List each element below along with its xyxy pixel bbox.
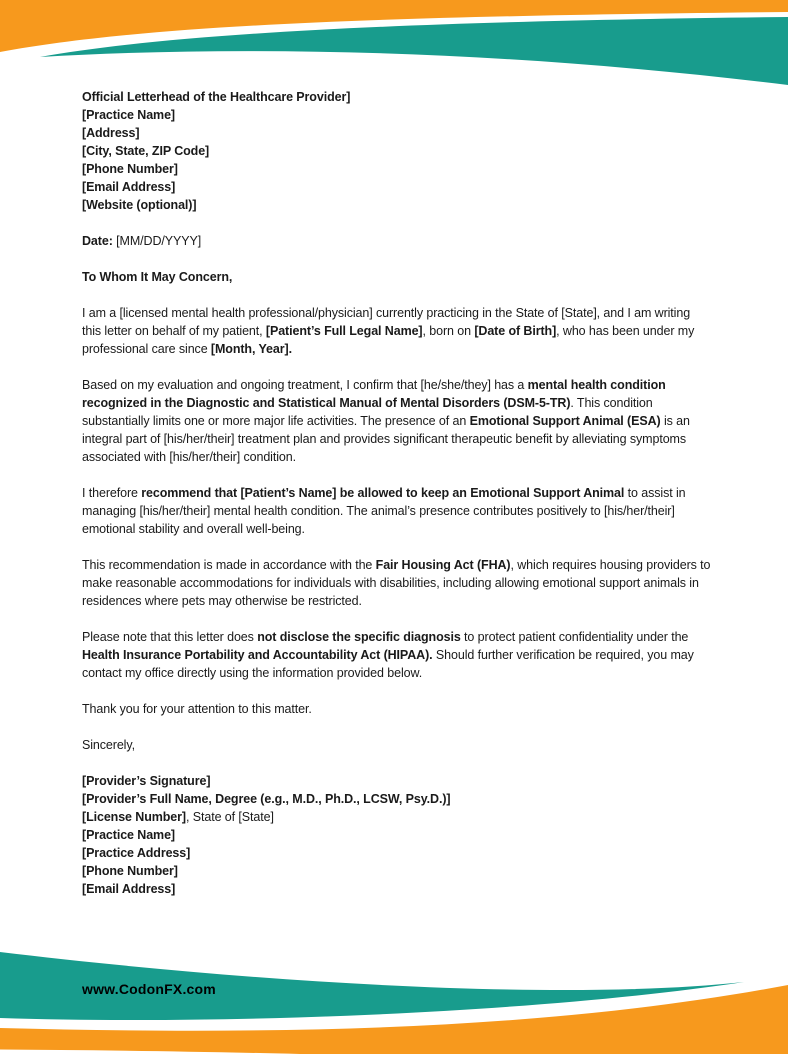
signature-line: [Practice Address]	[82, 846, 191, 860]
body-paragraph: Please note that this letter does not disclose the specific diagnosis to protect patient confidentiality under the Health Insurance Portability and Accountability Act (HIPAA). Should further verification be required, you may contact my office directly using the information provided below.	[82, 630, 694, 680]
signature-block	[82, 772, 712, 898]
signature-line: [Provider’s Signature]	[82, 774, 211, 788]
closing-line: Sincerely,	[82, 738, 135, 752]
letterhead-line: [Phone Number]	[82, 162, 178, 176]
salutation: To Whom It May Concern,	[82, 270, 233, 284]
date-line: Date: [MM/DD/YYYY]	[82, 234, 202, 248]
letterhead-line: [Email Address]	[82, 180, 176, 194]
footer-url: www.CodonFX.com	[82, 981, 216, 997]
body-paragraph: This recommendation is made in accordance with the Fair Housing Act (FHA), which requires housing providers to make reasonable accommodations for individuals with disabilities, including allowing emotional support animals in residences where pets may otherwise be restricted.	[82, 558, 711, 608]
signature-line: [Phone Number]	[82, 864, 178, 878]
signature-line: [Provider’s Full Name, Degree (e.g., M.D., Ph.D., LCSW, Psy.D.)]	[82, 792, 451, 806]
body-paragraph: I am a [licensed mental health professional/physician] currently practicing in the State of [State], and I am writing this letter on behalf of my patient, [Patient’s Full Legal Name], born on [Date of Birth], who has been under my professional care since [Month, Year].	[82, 306, 695, 356]
letterhead-block	[82, 88, 712, 214]
signature-line: [Email Address]	[82, 882, 176, 896]
thanks-line: Thank you for your attention to this matter.	[82, 702, 312, 716]
letterhead-line: Official Letterhead of the Healthcare Provider]	[82, 90, 351, 104]
letterhead-line: [Website (optional)]	[82, 198, 197, 212]
body-paragraph: I therefore recommend that [Patient’s Name] be allowed to keep an Emotional Support Animal to assist in managing [his/her/their] mental health condition. The animal’s presence contributes positively to [his/her/their] emotional stability and overall well-being.	[82, 486, 686, 536]
letterhead-line: [Practice Name]	[82, 108, 175, 122]
signature-line: [License Number], State of [State]	[82, 810, 274, 824]
letter-body	[82, 88, 712, 898]
letterhead-line: [Address]	[82, 126, 140, 140]
letterhead-line: [City, State, ZIP Code]	[82, 144, 210, 158]
signature-line: [Practice Name]	[82, 828, 175, 842]
body-paragraph: Based on my evaluation and ongoing treatment, I confirm that [he/she/they] has a mental health condition recognized in the Diagnostic and Statistical Manual of Mental Disorders (DSM-5-TR). This condition substantially limits one or more major life activities. The presence of an Emotional Support Animal (ESA) is an integral part of [his/her/their] treatment plan and provides significant therapeutic benefit by alleviating symptoms associated with [his/her/their] condition.	[82, 378, 690, 464]
